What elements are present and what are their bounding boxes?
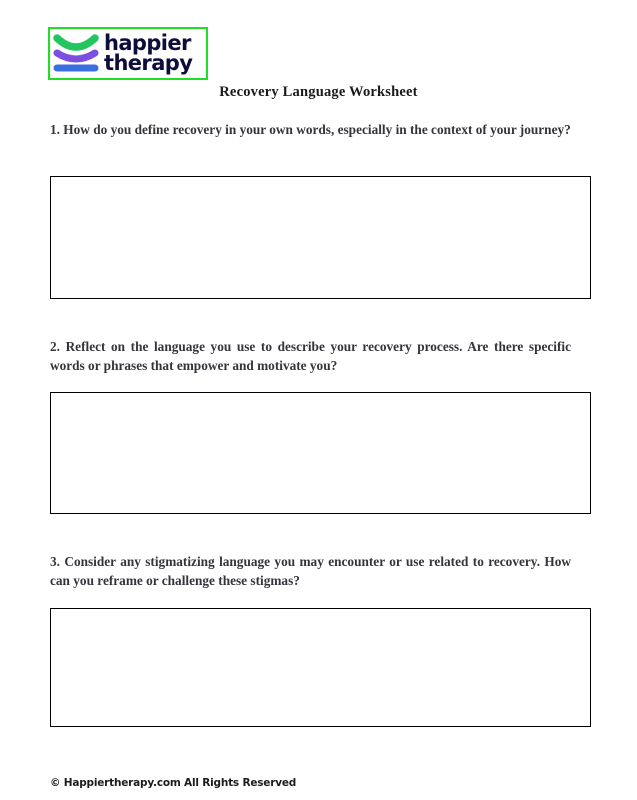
answer-box-3[interactable] bbox=[50, 608, 591, 727]
footer-copyright: © Happiertherapy.com All Rights Reserved bbox=[50, 777, 297, 789]
page-title: Recovery Language Worksheet bbox=[219, 84, 418, 100]
question-1-text: 1. How do you define recovery in your own words, especially in the context of your journey? bbox=[50, 122, 571, 137]
logo-word-line-1: happier bbox=[104, 31, 191, 56]
logo-wordmark bbox=[102, 31, 206, 75]
question-3-text: 3. Consider any stigmatizing language you may encounter or use related to recovery. How can you reframe or challenge these stigmas? bbox=[50, 554, 571, 588]
answer-box-2[interactable] bbox=[50, 392, 591, 514]
question-2-block bbox=[50, 338, 571, 376]
answer-box-1[interactable] bbox=[50, 176, 591, 299]
logo-word-line-2: therapy bbox=[104, 50, 193, 75]
happier-therapy-logo bbox=[48, 27, 208, 80]
question-1-block bbox=[50, 121, 571, 140]
question-2-text: 2. Reflect on the language you use to describe your recovery process. Are there specific words or phrases that empower and motivate you? bbox=[50, 339, 571, 373]
logo-waves-icon bbox=[50, 29, 102, 78]
question-3-block bbox=[50, 553, 571, 591]
